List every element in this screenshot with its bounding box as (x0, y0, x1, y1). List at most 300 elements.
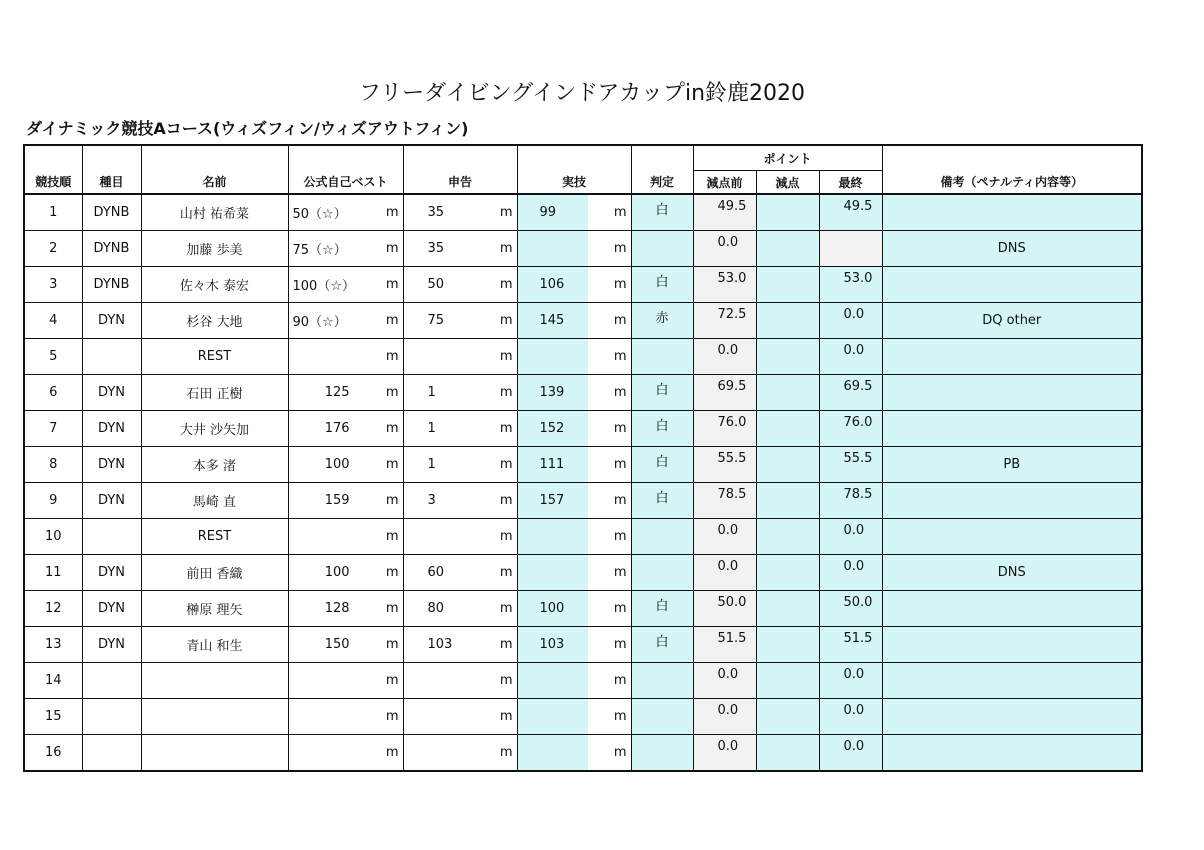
name-cell: 馬崎 直 (141, 483, 288, 519)
best-value: 176 (324, 421, 350, 436)
actual-value (518, 519, 588, 554)
pre-penalty-cell: 0.0 (693, 699, 756, 735)
remarks-cell (882, 375, 1142, 411)
judge-cell (631, 231, 693, 267)
event-cell: DYNB (82, 267, 141, 303)
remarks-cell: DQ other (882, 303, 1142, 339)
actual-unit: m (588, 627, 631, 662)
remarks-cell (882, 339, 1142, 375)
declared-cell (403, 303, 517, 339)
declared-cell (403, 267, 517, 303)
actual-value: 106 (518, 267, 588, 302)
declared-unit: m (499, 673, 513, 688)
declared-cell (403, 339, 517, 375)
best-unit: m (385, 349, 399, 364)
declared-unit: m (499, 349, 513, 364)
actual-cell (517, 375, 631, 411)
judge-cell: 白 (631, 375, 693, 411)
actual-value: 111 (518, 447, 588, 482)
order-cell: 4 (24, 303, 82, 339)
remarks-cell (882, 483, 1142, 519)
event-cell (82, 699, 141, 735)
judge-cell (631, 555, 693, 591)
remarks-cell: PB (882, 447, 1142, 483)
actual-value (518, 663, 588, 698)
best-value: 100（☆） (292, 279, 355, 294)
best-cell (288, 519, 403, 555)
declared-value: 1 (427, 385, 436, 400)
penalty-cell (756, 194, 819, 231)
penalty-cell (756, 663, 819, 699)
pre-penalty-cell: 78.5 (693, 483, 756, 519)
actual-cell (517, 194, 631, 231)
order-cell: 13 (24, 627, 82, 663)
header-declared: 申告 (403, 171, 517, 195)
event-cell (82, 735, 141, 772)
actual-unit: m (588, 231, 631, 266)
pre-penalty-cell: 76.0 (693, 411, 756, 447)
declared-unit: m (499, 385, 513, 400)
event-cell: DYN (82, 627, 141, 663)
actual-value: 103 (518, 627, 588, 662)
judge-cell: 白 (631, 194, 693, 231)
name-cell: 佐々木 泰宏 (141, 267, 288, 303)
name-cell: 本多 渚 (141, 447, 288, 483)
pre-penalty-cell: 49.5 (693, 194, 756, 231)
declared-cell (403, 735, 517, 772)
final-cell: 51.5 (819, 627, 882, 663)
remarks-cell (882, 194, 1142, 231)
declared-unit: m (499, 313, 513, 328)
declared-cell (403, 447, 517, 483)
pre-penalty-cell: 0.0 (693, 519, 756, 555)
table-row (24, 627, 1142, 663)
table-row (24, 483, 1142, 519)
declared-unit: m (499, 493, 513, 508)
order-cell: 9 (24, 483, 82, 519)
event-cell: DYN (82, 375, 141, 411)
name-cell: 石田 正樹 (141, 375, 288, 411)
judge-cell (631, 519, 693, 555)
name-cell: 山村 祐希菜 (141, 194, 288, 231)
best-value: 100 (324, 565, 350, 580)
header-spacer (288, 145, 403, 171)
name-cell: 青山 和生 (141, 627, 288, 663)
actual-unit: m (588, 267, 631, 302)
judge-cell: 白 (631, 483, 693, 519)
declared-unit: m (499, 205, 513, 220)
remarks-cell (882, 591, 1142, 627)
table-row (24, 231, 1142, 267)
actual-unit: m (588, 483, 631, 518)
pre-penalty-cell: 0.0 (693, 339, 756, 375)
order-cell: 7 (24, 411, 82, 447)
header-remarks: 備考（ペナルティ内容等） (882, 171, 1142, 195)
best-unit: m (385, 565, 399, 580)
table-row (24, 699, 1142, 735)
actual-cell (517, 447, 631, 483)
best-value: 125 (324, 385, 350, 400)
penalty-cell (756, 735, 819, 772)
judge-cell: 白 (631, 591, 693, 627)
best-cell (288, 555, 403, 591)
name-cell: 杉谷 大地 (141, 303, 288, 339)
declared-cell (403, 375, 517, 411)
final-cell: 0.0 (819, 663, 882, 699)
name-cell: REST (141, 519, 288, 555)
declared-value: 1 (427, 457, 436, 472)
actual-value: 100 (518, 591, 588, 626)
declared-unit: m (499, 457, 513, 472)
actual-unit: m (588, 519, 631, 554)
declared-cell (403, 483, 517, 519)
declared-unit: m (499, 709, 513, 724)
actual-unit: m (588, 663, 631, 698)
final-cell: 0.0 (819, 339, 882, 375)
declared-cell (403, 663, 517, 699)
best-unit: m (385, 313, 399, 328)
remarks-cell (882, 519, 1142, 555)
table-row (24, 267, 1142, 303)
actual-unit: m (588, 735, 631, 770)
final-cell: 50.0 (819, 591, 882, 627)
actual-value (518, 339, 588, 374)
order-cell: 8 (24, 447, 82, 483)
remarks-cell: DNS (882, 231, 1142, 267)
pre-penalty-cell: 53.0 (693, 267, 756, 303)
declared-value: 3 (427, 493, 436, 508)
declared-cell (403, 411, 517, 447)
pre-penalty-cell: 51.5 (693, 627, 756, 663)
table-row (24, 411, 1142, 447)
name-cell: REST (141, 339, 288, 375)
order-cell: 11 (24, 555, 82, 591)
declared-value: 75 (427, 313, 445, 328)
declared-unit: m (499, 601, 513, 616)
penalty-cell (756, 699, 819, 735)
header-name: 名前 (141, 171, 288, 195)
actual-value: 99 (518, 195, 588, 230)
penalty-cell (756, 591, 819, 627)
order-cell: 16 (24, 735, 82, 772)
actual-cell (517, 303, 631, 339)
header-order: 競技順 (24, 171, 82, 195)
penalty-cell (756, 555, 819, 591)
event-cell: DYN (82, 483, 141, 519)
section-subtitle: ダイナミック競技Aコース(ウィズフィン/ウィズアウトフィン) (26, 119, 469, 138)
actual-unit: m (588, 303, 631, 338)
pre-penalty-cell: 0.0 (693, 735, 756, 772)
best-unit: m (385, 709, 399, 724)
final-cell: 0.0 (819, 519, 882, 555)
declared-unit: m (499, 565, 513, 580)
best-cell (288, 447, 403, 483)
final-cell: 69.5 (819, 375, 882, 411)
best-value: 75（☆） (292, 243, 347, 258)
event-cell: DYN (82, 591, 141, 627)
remarks-cell (882, 627, 1142, 663)
actual-cell (517, 735, 631, 772)
penalty-cell (756, 447, 819, 483)
header-penalty: 減点 (756, 171, 819, 195)
header-judge: 判定 (631, 171, 693, 195)
order-cell: 2 (24, 231, 82, 267)
order-cell: 14 (24, 663, 82, 699)
remarks-cell: DNS (882, 555, 1142, 591)
event-cell: DYN (82, 411, 141, 447)
best-cell (288, 663, 403, 699)
actual-cell (517, 483, 631, 519)
best-cell (288, 375, 403, 411)
actual-cell (517, 591, 631, 627)
declared-value: 103 (427, 637, 453, 652)
best-value: 90（☆） (292, 315, 347, 330)
penalty-cell (756, 411, 819, 447)
event-cell (82, 519, 141, 555)
best-cell (288, 303, 403, 339)
table-row (24, 303, 1142, 339)
actual-unit: m (588, 411, 631, 446)
final-cell: 55.5 (819, 447, 882, 483)
header-best: 公式自己ベスト (288, 171, 403, 195)
table-body (24, 194, 1142, 771)
actual-unit: m (588, 699, 631, 734)
best-value: 150 (324, 637, 350, 652)
judge-cell (631, 339, 693, 375)
declared-cell (403, 627, 517, 663)
final-cell: 0.0 (819, 555, 882, 591)
best-value: 100 (324, 457, 350, 472)
best-value: 128 (324, 601, 350, 616)
penalty-cell (756, 483, 819, 519)
actual-value: 157 (518, 483, 588, 518)
best-cell (288, 339, 403, 375)
table-header (24, 145, 1142, 194)
final-cell: 0.0 (819, 699, 882, 735)
actual-unit: m (588, 555, 631, 590)
event-cell (82, 663, 141, 699)
actual-cell (517, 627, 631, 663)
actual-value (518, 735, 588, 770)
actual-cell (517, 663, 631, 699)
pre-penalty-cell: 55.5 (693, 447, 756, 483)
pre-penalty-cell: 0.0 (693, 555, 756, 591)
header-event: 種目 (82, 171, 141, 195)
best-unit: m (385, 601, 399, 616)
best-cell (288, 699, 403, 735)
best-value: 50（☆） (292, 207, 347, 222)
judge-cell (631, 663, 693, 699)
table-row (24, 375, 1142, 411)
best-cell (288, 591, 403, 627)
declared-value: 35 (427, 205, 445, 220)
best-unit: m (385, 457, 399, 472)
best-unit: m (385, 745, 399, 760)
penalty-cell (756, 303, 819, 339)
order-cell: 6 (24, 375, 82, 411)
best-cell (288, 483, 403, 519)
actual-value: 139 (518, 375, 588, 410)
event-cell: DYN (82, 555, 141, 591)
name-cell (141, 735, 288, 772)
best-cell (288, 627, 403, 663)
actual-unit: m (588, 195, 631, 230)
declared-cell (403, 194, 517, 231)
remarks-cell (882, 735, 1142, 772)
table-row (24, 735, 1142, 772)
header-spacer (517, 145, 631, 171)
pre-penalty-cell: 0.0 (693, 231, 756, 267)
actual-cell (517, 699, 631, 735)
declared-cell (403, 699, 517, 735)
actual-unit: m (588, 339, 631, 374)
order-cell: 3 (24, 267, 82, 303)
header-spacer (82, 145, 141, 171)
best-cell (288, 735, 403, 772)
penalty-cell (756, 267, 819, 303)
page-title: フリーダイビングインドアカップin鈴鹿2020 (358, 81, 806, 106)
name-cell: 大井 沙矢加 (141, 411, 288, 447)
final-cell: 49.5 (819, 194, 882, 231)
actual-value: 152 (518, 411, 588, 446)
name-cell (141, 699, 288, 735)
table-row (24, 447, 1142, 483)
declared-unit: m (499, 277, 513, 292)
judge-cell (631, 699, 693, 735)
final-cell: 0.0 (819, 735, 882, 772)
pre-penalty-cell: 50.0 (693, 591, 756, 627)
best-value: 159 (324, 493, 350, 508)
event-cell: DYN (82, 447, 141, 483)
best-unit: m (385, 673, 399, 688)
declared-value: 1 (427, 421, 436, 436)
penalty-cell (756, 519, 819, 555)
actual-cell (517, 339, 631, 375)
penalty-cell (756, 231, 819, 267)
name-cell: 榊原 理矢 (141, 591, 288, 627)
event-cell: DYNB (82, 231, 141, 267)
declared-cell (403, 519, 517, 555)
actual-cell (517, 519, 631, 555)
final-cell: 0.0 (819, 303, 882, 339)
order-cell: 10 (24, 519, 82, 555)
final-cell: 76.0 (819, 411, 882, 447)
best-unit: m (385, 205, 399, 220)
table-row (24, 555, 1142, 591)
order-cell: 15 (24, 699, 82, 735)
judge-cell: 白 (631, 447, 693, 483)
best-cell (288, 267, 403, 303)
order-cell: 12 (24, 591, 82, 627)
actual-cell (517, 231, 631, 267)
declared-unit: m (499, 745, 513, 760)
header-final: 最終 (819, 171, 882, 195)
actual-value (518, 231, 588, 266)
event-cell (82, 339, 141, 375)
order-cell: 5 (24, 339, 82, 375)
declared-unit: m (499, 637, 513, 652)
best-unit: m (385, 421, 399, 436)
best-cell (288, 231, 403, 267)
best-unit: m (385, 493, 399, 508)
best-unit: m (385, 637, 399, 652)
judge-cell: 白 (631, 627, 693, 663)
remarks-cell (882, 699, 1142, 735)
best-unit: m (385, 529, 399, 544)
event-cell: DYN (82, 303, 141, 339)
actual-unit: m (588, 447, 631, 482)
name-cell: 前田 香織 (141, 555, 288, 591)
final-cell: 53.0 (819, 267, 882, 303)
best-unit: m (385, 385, 399, 400)
judge-cell: 白 (631, 411, 693, 447)
actual-value (518, 555, 588, 590)
actual-cell (517, 411, 631, 447)
final-cell: 78.5 (819, 483, 882, 519)
judge-cell: 白 (631, 267, 693, 303)
table-row (24, 591, 1142, 627)
header-spacer (882, 145, 1142, 171)
actual-unit: m (588, 375, 631, 410)
best-cell (288, 194, 403, 231)
best-cell (288, 411, 403, 447)
declared-cell (403, 591, 517, 627)
header-points: ポイント (693, 145, 882, 171)
header-pre: 減点前 (693, 171, 756, 195)
event-cell: DYNB (82, 194, 141, 231)
declared-value: 80 (427, 601, 445, 616)
results-table (23, 144, 1143, 772)
penalty-cell (756, 339, 819, 375)
pre-penalty-cell: 72.5 (693, 303, 756, 339)
declared-cell (403, 555, 517, 591)
penalty-cell (756, 375, 819, 411)
header-spacer (403, 145, 517, 171)
actual-cell (517, 555, 631, 591)
order-cell: 1 (24, 194, 82, 231)
actual-cell (517, 267, 631, 303)
table-row (24, 339, 1142, 375)
declared-unit: m (499, 421, 513, 436)
actual-unit: m (588, 591, 631, 626)
actual-value: 145 (518, 303, 588, 338)
declared-value: 50 (427, 277, 445, 292)
remarks-cell (882, 267, 1142, 303)
name-cell: 加藤 歩美 (141, 231, 288, 267)
judge-cell (631, 735, 693, 772)
final-cell (819, 231, 882, 267)
header-actual: 実技 (517, 171, 631, 195)
best-unit: m (385, 277, 399, 292)
pre-penalty-cell: 69.5 (693, 375, 756, 411)
actual-value (518, 699, 588, 734)
header-spacer (141, 145, 288, 171)
declared-value: 60 (427, 565, 445, 580)
judge-cell: 赤 (631, 303, 693, 339)
pre-penalty-cell: 0.0 (693, 663, 756, 699)
name-cell (141, 663, 288, 699)
header-spacer (24, 145, 82, 171)
penalty-cell (756, 627, 819, 663)
best-unit: m (385, 241, 399, 256)
declared-unit: m (499, 241, 513, 256)
table-row (24, 194, 1142, 231)
declared-cell (403, 231, 517, 267)
table-row (24, 519, 1142, 555)
table-row (24, 663, 1142, 699)
declared-value: 35 (427, 241, 445, 256)
declared-unit: m (499, 529, 513, 544)
